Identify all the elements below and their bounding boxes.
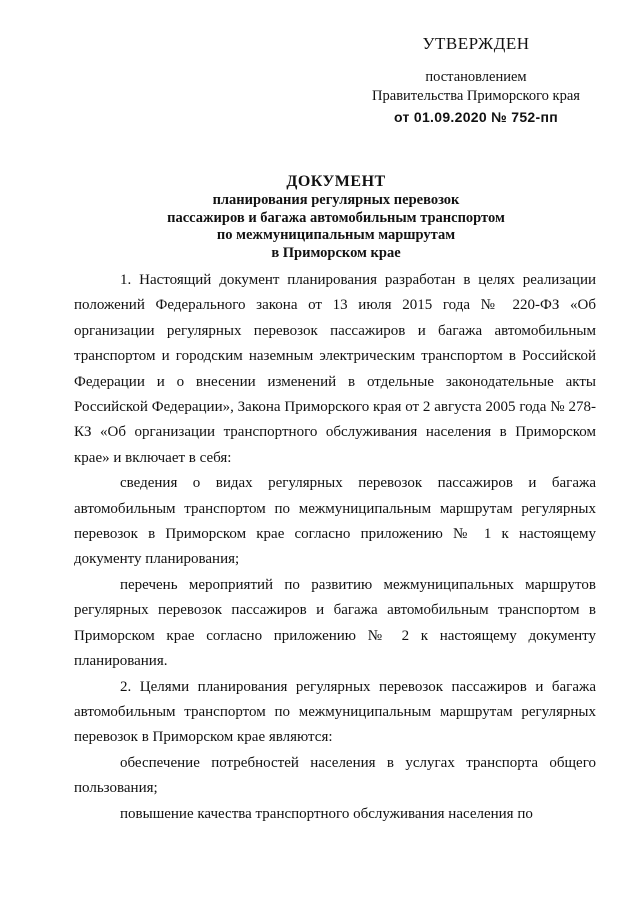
approval-stamp: УТВЕРЖДЕН [422,34,530,53]
title-line-4: в Приморском крае [271,244,401,261]
title-line-1: планирования регулярных перевозок [212,192,460,208]
approval-block [356,34,596,125]
paragraph-3: перечень мероприятий по развитию межмуниципальных маршрутов регулярных перевозок пассажиров и багажа автомобильным транспортом в Приморском крае согласно приложению № 2 к настоящему документу планирования. [74,576,596,670]
approval-line-1: постановлением [425,69,527,85]
paragraph-2: сведения о видах регулярных перевозок пассажиров и багажа автомобильным транспортом по межмуниципальным маршрутам регулярных перевозок в Приморском крае согласно приложению № 1 к настоящему документу планирования; [74,475,596,568]
approval-date: от 01.09.2020 № 752-пп [394,109,558,125]
title-line-2: пассажиров и багажа автомобильным транспортом [167,209,505,226]
title-line-3: по межмуниципальным маршрутам [216,227,456,243]
paragraph-5: обеспечение потребностей населения в услугах транспорта общего пользования; [74,754,596,797]
paragraph-6: повышение качества транспортного обслуживания населения по [120,805,533,822]
document-title [100,172,572,262]
approval-line-2: Правительства Приморского края [372,88,580,104]
paragraph-1: 1. Настоящий документ планирования разработан в целях реализации положений Федерального закона от 13 июля 2015 года № 220-ФЗ «Об организации регулярных перевозок пассажиров и багажа автомобильным транспортом и городским наземным электрическим транспортом в Российской Федерации и о внесении изменений в отдельные законодательные акты Российской Федерации», Закона Приморского края от 2 августа 2005 года № 278-КЗ «Об организации транспортного обслуживания населения в Приморском крае» и включает в себя: [74,272,596,466]
paragraph-4: 2. Целями планирования регулярных перевозок пассажиров и багажа автомобильным транспортом по межмуниципальным маршрутам регулярных перевозок в Приморском крае являются: [74,678,596,746]
title-main: ДОКУМЕНТ [286,173,386,190]
document-body [74,268,596,827]
